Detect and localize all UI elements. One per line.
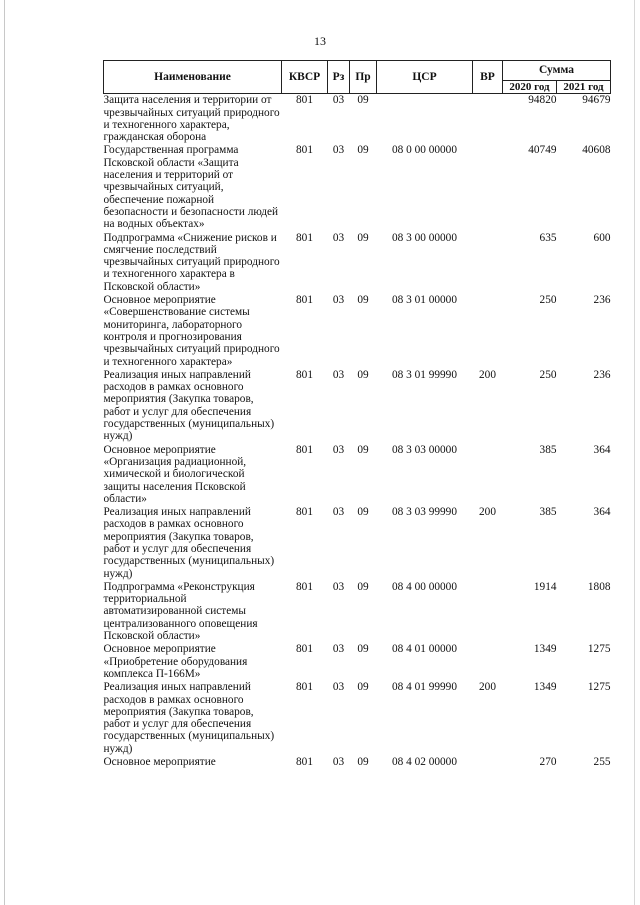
header-name: Наименование <box>104 61 282 94</box>
row-sum-2020: 1914 <box>533 580 557 593</box>
row-rz: 03 <box>332 681 345 694</box>
row-sum-2021: 40608 <box>582 144 611 157</box>
row-sum-2021: 94679 <box>582 94 611 107</box>
scan-edge-left <box>4 0 5 905</box>
row-rz: 03 <box>332 443 345 456</box>
row-csr: 08 3 01 00000 <box>392 294 457 307</box>
table-row <box>104 94 611 145</box>
row-sum-2020: 1349 <box>533 681 557 694</box>
row-sum-2021: 1275 <box>587 643 611 656</box>
row-csr: 08 3 03 99990 <box>392 506 457 519</box>
row-name: Основное мероприятие <box>103 756 216 769</box>
table-row <box>104 643 611 681</box>
row-sum-2021: 236 <box>593 294 611 307</box>
row-sum-2020: 1349 <box>533 643 557 656</box>
row-sum-2020: 94820 <box>528 94 557 107</box>
table-row <box>104 144 611 231</box>
row-kvsr: 801 <box>296 368 313 381</box>
row-pr: 09 <box>357 368 369 381</box>
table-row <box>104 506 611 581</box>
row-pr: 09 <box>357 506 369 519</box>
row-pr: 09 <box>357 443 369 456</box>
row-sum-2020: 250 <box>539 368 557 381</box>
row-pr: 09 <box>357 144 369 157</box>
row-csr: 08 3 01 99990 <box>392 368 457 381</box>
row-sum-2021: 1808 <box>587 580 611 593</box>
row-kvsr: 801 <box>296 144 313 157</box>
table-row <box>104 756 611 769</box>
table-body <box>104 94 611 770</box>
row-csr: 08 3 03 00000 <box>392 443 457 456</box>
row-sum-2021: 255 <box>593 756 611 769</box>
row-sum-2021: 364 <box>593 506 611 519</box>
header-pr: Пр <box>350 61 377 94</box>
row-pr: 09 <box>357 681 369 694</box>
budget-table <box>103 60 611 769</box>
row-csr: 08 4 01 00000 <box>392 643 457 656</box>
row-vr <box>473 144 503 231</box>
table-row <box>104 581 611 643</box>
row-rz: 03 <box>332 368 345 381</box>
row-name: Реализация иных направлений расходов в рамках основного мероприятия (Закупка товаров, работ и услуг для обеспечения государственных (муниципальных) нужд) <box>103 368 275 443</box>
row-sum-2020: 40749 <box>528 144 557 157</box>
row-csr: 08 4 01 99990 <box>392 681 457 694</box>
row-name: Реализация иных направлений расходов в рамках основного мероприятия (Закупка товаров, работ и услуг для обеспечения государственных (муниципальных) нужд) <box>103 681 275 755</box>
row-sum-2021: 1275 <box>587 681 611 694</box>
row-vr <box>473 232 503 294</box>
row-rz: 03 <box>332 643 345 656</box>
row-rz: 03 <box>332 580 345 593</box>
row-name: Основное мероприятие «Приобретение оборудования комплекса П-166М» <box>103 643 248 680</box>
header-rz: Рз <box>328 61 350 94</box>
row-rz: 03 <box>332 294 345 307</box>
row-vr <box>473 643 503 681</box>
row-name: Защита населения и территории от чрезвычайных ситуаций природного и техногенного характера, гражданская оборона <box>103 94 280 144</box>
row-kvsr: 801 <box>296 580 313 593</box>
row-sum-2020: 635 <box>539 231 557 244</box>
header-csr: ЦСР <box>377 61 473 94</box>
table-row <box>104 232 611 294</box>
row-name: Реализация иных направлений расходов в рамках основного мероприятия (Закупка товаров, работ и услуг для обеспечения государственных (муниципальных) нужд) <box>103 506 275 580</box>
row-kvsr: 801 <box>296 443 313 456</box>
row-vr: 200 <box>479 506 496 519</box>
row-kvsr: 801 <box>296 643 313 656</box>
row-rz: 03 <box>332 231 345 244</box>
row-name: Основное мероприятие «Совершенствование системы мониторинга, лабораторного контроля и прогнозирования чрезвычайных ситуаций природного и техногенного характера» <box>103 294 280 368</box>
row-pr: 09 <box>357 294 369 307</box>
row-kvsr: 801 <box>296 756 313 769</box>
row-vr: 200 <box>479 368 496 381</box>
row-kvsr: 801 <box>296 681 313 694</box>
header-kvsr: КВСР <box>282 61 328 94</box>
row-csr: 08 4 02 00000 <box>392 756 457 769</box>
row-pr: 09 <box>357 94 369 107</box>
table-row <box>104 444 611 506</box>
row-pr: 09 <box>357 756 369 769</box>
row-kvsr: 801 <box>296 231 313 244</box>
row-vr: 200 <box>479 681 496 694</box>
row-csr: 08 3 00 00000 <box>392 231 457 244</box>
row-sum-2021: 364 <box>593 443 611 456</box>
row-sum-2020: 385 <box>539 443 557 456</box>
row-name: Подпрограмма «Реконструкция территориальной автоматизированной системы централизованного оповещения Псковской области» <box>103 580 258 643</box>
header-2020: 2020 год <box>503 81 557 94</box>
row-sum-2021: 600 <box>593 231 611 244</box>
table-row <box>104 681 611 756</box>
row-sum-2020: 385 <box>539 506 557 519</box>
table-row <box>104 294 611 369</box>
page-number: 13 <box>314 34 326 48</box>
row-rz: 03 <box>332 756 345 769</box>
scan-edge-right <box>634 0 635 905</box>
row-vr <box>473 444 503 506</box>
row-csr <box>377 94 473 145</box>
row-name: Государственная программа Псковской области «Защита населения и территорий от чрезвычайных ситуаций, обеспечение пожарной безопасности и безопасности людей на водных объектах» <box>103 144 279 231</box>
header-sum: Сумма <box>503 61 611 81</box>
row-vr <box>473 294 503 369</box>
row-name: Основное мероприятие «Организация радиационной, химической и биологической защиты населения Псковской области» <box>103 443 247 505</box>
row-vr <box>473 581 503 643</box>
row-pr: 09 <box>357 580 369 593</box>
row-kvsr: 801 <box>296 294 313 307</box>
row-rz: 03 <box>332 506 345 519</box>
row-pr: 09 <box>357 231 369 244</box>
header-vr: ВР <box>473 61 503 94</box>
row-sum-2020: 270 <box>539 756 557 769</box>
row-rz: 03 <box>332 144 345 157</box>
row-kvsr: 801 <box>296 94 313 107</box>
table-row <box>104 369 611 444</box>
row-csr: 08 0 00 00000 <box>392 144 457 157</box>
row-sum-2020: 250 <box>539 294 557 307</box>
row-csr: 08 4 00 00000 <box>392 580 457 593</box>
row-sum-2021: 236 <box>593 368 611 381</box>
row-vr <box>473 94 503 145</box>
row-vr <box>473 756 503 769</box>
row-name: Подпрограмма «Снижение рисков и смягчение последствий чрезвычайных ситуаций природного и техногенного характера в Псковской области» <box>103 231 280 293</box>
header-2021: 2021 год <box>557 81 611 94</box>
row-kvsr: 801 <box>296 506 313 519</box>
row-rz: 03 <box>332 94 345 107</box>
row-pr: 09 <box>357 643 369 656</box>
